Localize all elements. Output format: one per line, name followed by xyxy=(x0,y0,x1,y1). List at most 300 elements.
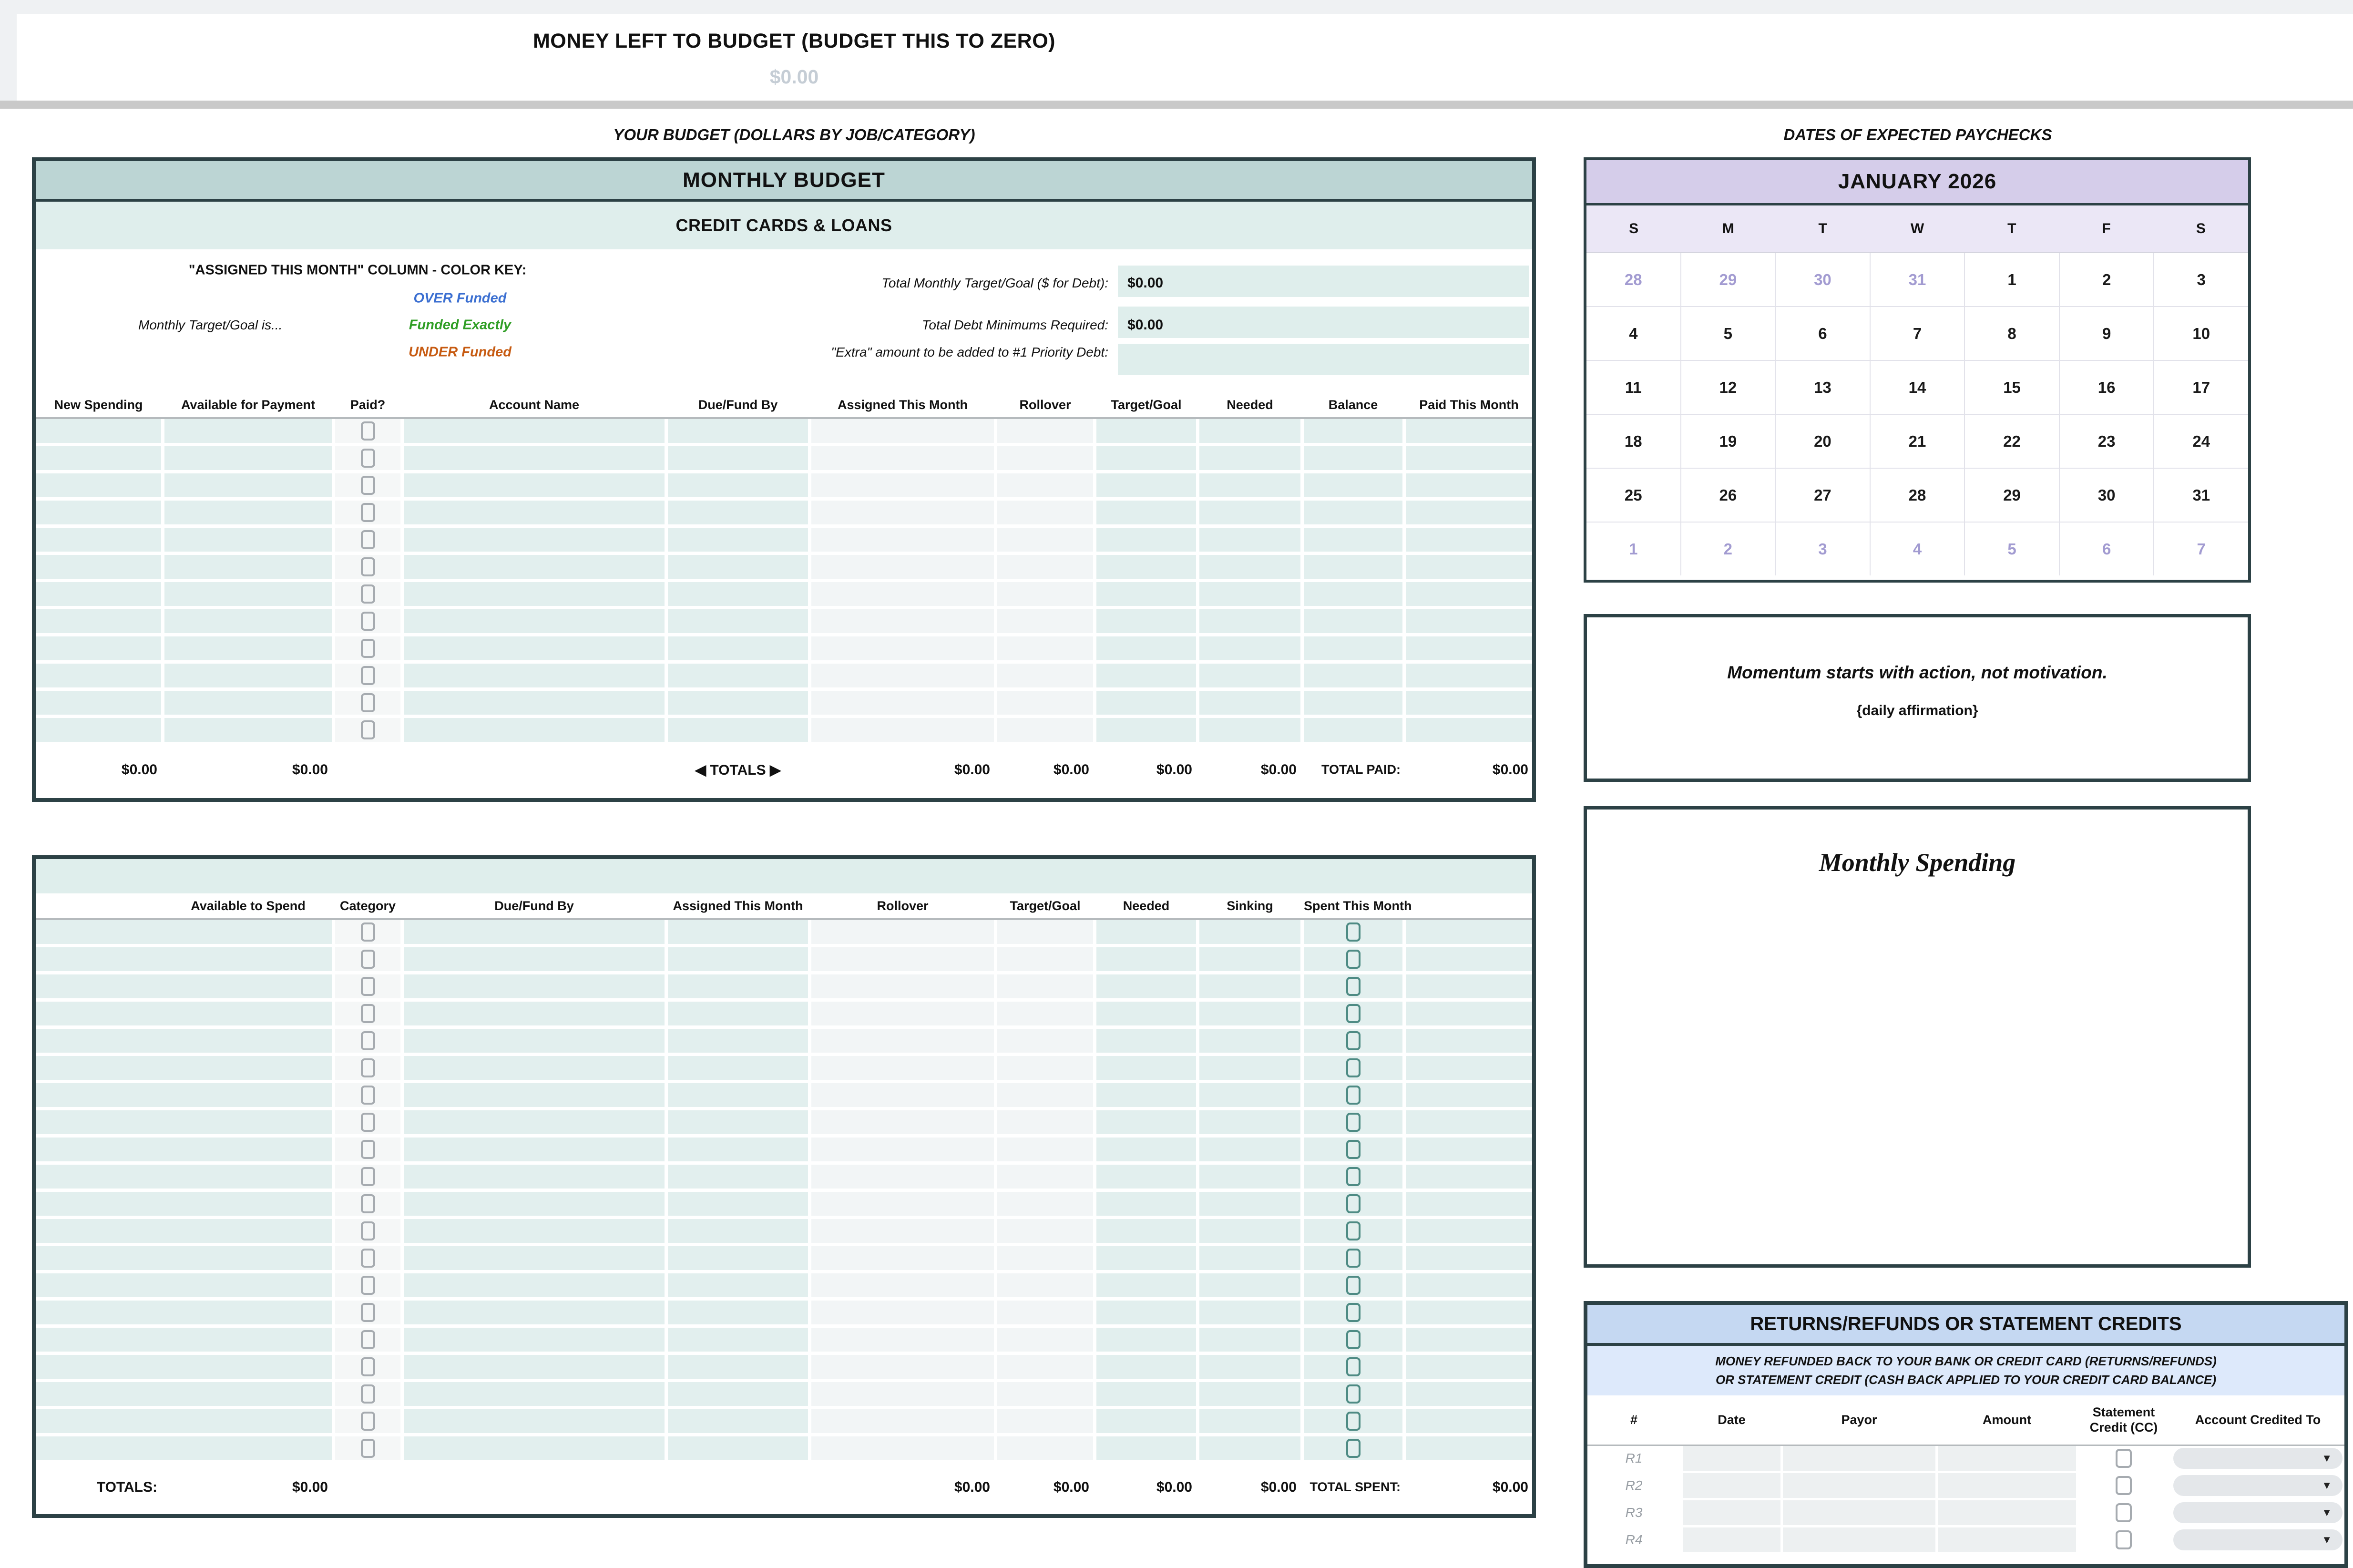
budget-cell[interactable] xyxy=(997,718,1093,742)
spending-cell[interactable] xyxy=(668,1165,808,1189)
budget-cell[interactable] xyxy=(1096,419,1196,443)
spending-cell[interactable] xyxy=(668,1409,808,1433)
spending-cell[interactable] xyxy=(811,1409,994,1433)
spending-cell[interactable] xyxy=(36,1409,332,1433)
paid-checkbox[interactable] xyxy=(361,476,375,495)
sinking-checkbox[interactable] xyxy=(1346,922,1361,942)
sinking-checkbox[interactable] xyxy=(1346,1194,1361,1213)
budget-cell[interactable] xyxy=(668,636,808,660)
spending-cell[interactable] xyxy=(1304,1301,1402,1324)
spending-cell[interactable] xyxy=(36,1165,332,1189)
budget-cell[interactable] xyxy=(1096,691,1196,715)
budget-cell[interactable] xyxy=(164,582,332,606)
spending-cell[interactable] xyxy=(1096,1436,1196,1460)
spending-cell[interactable] xyxy=(335,1436,400,1460)
spending-cell[interactable] xyxy=(668,974,808,998)
budget-cell[interactable] xyxy=(36,419,161,443)
budget-cell[interactable] xyxy=(811,609,994,633)
spending-cell[interactable] xyxy=(811,1056,994,1080)
spending-cell[interactable] xyxy=(335,1273,400,1297)
spending-cell[interactable] xyxy=(668,1002,808,1025)
spending-cell[interactable] xyxy=(1406,1083,1532,1107)
spending-cell[interactable] xyxy=(1304,1056,1402,1080)
budget-cell[interactable] xyxy=(36,691,161,715)
spending-cell[interactable] xyxy=(404,1246,665,1270)
paid-checkbox[interactable] xyxy=(361,557,375,576)
category-checkbox[interactable] xyxy=(361,1031,375,1050)
spending-cell[interactable] xyxy=(335,920,400,944)
budget-cell[interactable] xyxy=(164,664,332,687)
spending-cell[interactable] xyxy=(36,1002,332,1025)
spending-cell[interactable] xyxy=(1096,974,1196,998)
spending-cell[interactable] xyxy=(404,1328,665,1352)
spending-cell[interactable] xyxy=(404,1382,665,1406)
budget-cell[interactable] xyxy=(997,501,1093,524)
budget-cell[interactable] xyxy=(1406,501,1532,524)
spending-cell[interactable] xyxy=(1304,1436,1402,1460)
spending-cell[interactable] xyxy=(335,1409,400,1433)
budget-cell[interactable] xyxy=(811,473,994,497)
spending-cell[interactable] xyxy=(668,1436,808,1460)
spending-cell[interactable] xyxy=(1096,1301,1196,1324)
spending-cell[interactable] xyxy=(1304,1219,1402,1243)
paid-checkbox[interactable] xyxy=(361,612,375,631)
spending-cell[interactable] xyxy=(335,1246,400,1270)
budget-cell[interactable] xyxy=(668,555,808,579)
spending-cell[interactable] xyxy=(1406,1138,1532,1161)
sinking-checkbox[interactable] xyxy=(1346,1058,1361,1077)
spending-cell[interactable] xyxy=(811,1165,994,1189)
spending-cell[interactable] xyxy=(1096,1056,1196,1080)
category-checkbox[interactable] xyxy=(361,1439,375,1458)
spending-cell[interactable] xyxy=(1199,1165,1300,1189)
budget-cell[interactable] xyxy=(668,528,808,552)
budget-cell[interactable] xyxy=(335,664,400,687)
budget-cell[interactable] xyxy=(335,419,400,443)
budget-cell[interactable] xyxy=(1304,636,1402,660)
spending-cell[interactable] xyxy=(1406,1301,1532,1324)
budget-cell[interactable] xyxy=(997,609,1093,633)
budget-cell[interactable] xyxy=(1304,718,1402,742)
category-checkbox[interactable] xyxy=(361,1086,375,1105)
spending-cell[interactable] xyxy=(668,1382,808,1406)
budget-cell[interactable] xyxy=(811,501,994,524)
statement-credit-checkbox[interactable] xyxy=(2116,1449,2132,1468)
sinking-checkbox[interactable] xyxy=(1346,1031,1361,1050)
budget-cell[interactable] xyxy=(335,555,400,579)
spending-cell[interactable] xyxy=(1096,1246,1196,1270)
spending-cell[interactable] xyxy=(335,1192,400,1216)
budget-cell[interactable] xyxy=(1199,555,1300,579)
budget-cell[interactable] xyxy=(335,718,400,742)
category-checkbox[interactable] xyxy=(361,1330,375,1349)
spending-cell[interactable] xyxy=(1406,1355,1532,1379)
spending-cell[interactable] xyxy=(335,1382,400,1406)
sinking-checkbox[interactable] xyxy=(1346,1113,1361,1132)
budget-cell[interactable] xyxy=(36,582,161,606)
budget-cell[interactable] xyxy=(404,555,665,579)
spending-cell[interactable] xyxy=(1406,1273,1532,1297)
returns-amount-cell[interactable] xyxy=(1938,1527,2076,1552)
budget-cell[interactable] xyxy=(668,582,808,606)
spending-cell[interactable] xyxy=(1304,1002,1402,1025)
sinking-checkbox[interactable] xyxy=(1346,1276,1361,1295)
budget-cell[interactable] xyxy=(1199,446,1300,470)
spending-cell[interactable] xyxy=(1199,974,1300,998)
paid-checkbox[interactable] xyxy=(361,421,375,441)
sinking-checkbox[interactable] xyxy=(1346,1384,1361,1404)
extra-priority-debt-cell[interactable] xyxy=(1118,344,1529,375)
spending-cell[interactable] xyxy=(668,1110,808,1134)
spending-cell[interactable] xyxy=(36,1192,332,1216)
sinking-checkbox[interactable] xyxy=(1346,1249,1361,1268)
account-credited-dropdown[interactable] xyxy=(2173,1529,2343,1550)
budget-cell[interactable] xyxy=(1304,691,1402,715)
spending-cell[interactable] xyxy=(811,1138,994,1161)
budget-cell[interactable] xyxy=(997,691,1093,715)
spending-cell[interactable] xyxy=(404,974,665,998)
spending-cell[interactable] xyxy=(1406,1328,1532,1352)
spending-cell[interactable] xyxy=(1406,1409,1532,1433)
budget-cell[interactable] xyxy=(811,446,994,470)
budget-cell[interactable] xyxy=(1199,582,1300,606)
budget-cell[interactable] xyxy=(997,555,1093,579)
budget-cell[interactable] xyxy=(164,419,332,443)
spending-cell[interactable] xyxy=(668,947,808,971)
spending-cell[interactable] xyxy=(335,1301,400,1324)
total-target-goal-cell[interactable] xyxy=(1118,266,1529,297)
category-checkbox[interactable] xyxy=(361,950,375,969)
paid-checkbox[interactable] xyxy=(361,693,375,712)
budget-cell[interactable] xyxy=(1406,664,1532,687)
budget-cell[interactable] xyxy=(164,446,332,470)
budget-cell[interactable] xyxy=(164,691,332,715)
spending-cell[interactable] xyxy=(997,974,1093,998)
budget-cell[interactable] xyxy=(164,636,332,660)
budget-cell[interactable] xyxy=(1199,609,1300,633)
budget-cell[interactable] xyxy=(1199,473,1300,497)
spending-cell[interactable] xyxy=(1096,920,1196,944)
spending-cell[interactable] xyxy=(668,1328,808,1352)
budget-cell[interactable] xyxy=(404,419,665,443)
statement-credit-checkbox[interactable] xyxy=(2116,1530,2132,1549)
category-checkbox[interactable] xyxy=(361,1384,375,1404)
budget-cell[interactable] xyxy=(36,446,161,470)
budget-cell[interactable] xyxy=(1096,555,1196,579)
budget-cell[interactable] xyxy=(335,691,400,715)
sinking-checkbox[interactable] xyxy=(1346,1221,1361,1240)
budget-cell[interactable] xyxy=(1304,528,1402,552)
spending-cell[interactable] xyxy=(1406,1056,1532,1080)
budget-cell[interactable] xyxy=(36,501,161,524)
spending-cell[interactable] xyxy=(1199,1436,1300,1460)
budget-cell[interactable] xyxy=(997,419,1093,443)
budget-cell[interactable] xyxy=(1199,664,1300,687)
returns-amount-cell[interactable] xyxy=(1938,1473,2076,1498)
paid-checkbox[interactable] xyxy=(361,666,375,685)
sinking-checkbox[interactable] xyxy=(1346,1357,1361,1376)
spending-cell[interactable] xyxy=(36,974,332,998)
spending-cell[interactable] xyxy=(811,920,994,944)
budget-cell[interactable] xyxy=(1304,555,1402,579)
budget-cell[interactable] xyxy=(164,501,332,524)
paid-checkbox[interactable] xyxy=(361,530,375,549)
account-credited-dropdown[interactable] xyxy=(2173,1502,2343,1523)
spending-cell[interactable] xyxy=(404,1083,665,1107)
budget-cell[interactable] xyxy=(1304,501,1402,524)
budget-cell[interactable] xyxy=(404,528,665,552)
spending-cell[interactable] xyxy=(997,1273,1093,1297)
spending-cell[interactable] xyxy=(1406,1382,1532,1406)
spending-cell[interactable] xyxy=(997,1355,1093,1379)
budget-cell[interactable] xyxy=(811,691,994,715)
spending-cell[interactable] xyxy=(997,1029,1093,1053)
budget-cell[interactable] xyxy=(811,636,994,660)
spending-cell[interactable] xyxy=(1199,947,1300,971)
spending-cell[interactable] xyxy=(335,1029,400,1053)
budget-cell[interactable] xyxy=(1406,718,1532,742)
spending-cell[interactable] xyxy=(1406,1029,1532,1053)
spending-cell[interactable] xyxy=(997,1165,1093,1189)
budget-cell[interactable] xyxy=(1199,528,1300,552)
returns-payor-cell[interactable] xyxy=(1783,1473,1935,1498)
budget-cell[interactable] xyxy=(404,473,665,497)
spending-cell[interactable] xyxy=(404,1355,665,1379)
spending-cell[interactable] xyxy=(997,1246,1093,1270)
spending-cell[interactable] xyxy=(36,1301,332,1324)
spending-cell[interactable] xyxy=(1199,1002,1300,1025)
spending-cell[interactable] xyxy=(36,920,332,944)
spending-cell[interactable] xyxy=(668,1029,808,1053)
spending-cell[interactable] xyxy=(811,1328,994,1352)
budget-cell[interactable] xyxy=(404,664,665,687)
budget-cell[interactable] xyxy=(164,473,332,497)
budget-cell[interactable] xyxy=(997,636,1093,660)
spending-cell[interactable] xyxy=(1304,1328,1402,1352)
budget-cell[interactable] xyxy=(335,528,400,552)
category-checkbox[interactable] xyxy=(361,922,375,942)
spending-cell[interactable] xyxy=(404,1138,665,1161)
spending-cell[interactable] xyxy=(1304,1138,1402,1161)
spending-cell[interactable] xyxy=(36,1110,332,1134)
budget-cell[interactable] xyxy=(1199,501,1300,524)
spending-cell[interactable] xyxy=(997,1110,1093,1134)
budget-cell[interactable] xyxy=(404,582,665,606)
spending-cell[interactable] xyxy=(997,1138,1093,1161)
spending-cell[interactable] xyxy=(1304,1110,1402,1134)
returns-date-cell[interactable] xyxy=(1683,1500,1780,1525)
spending-cell[interactable] xyxy=(1199,1110,1300,1134)
spending-cell[interactable] xyxy=(1406,1219,1532,1243)
budget-cell[interactable] xyxy=(164,555,332,579)
sinking-checkbox[interactable] xyxy=(1346,1412,1361,1431)
category-checkbox[interactable] xyxy=(361,1303,375,1322)
spending-cell[interactable] xyxy=(1199,1029,1300,1053)
spending-cell[interactable] xyxy=(36,1273,332,1297)
budget-cell[interactable] xyxy=(811,718,994,742)
spending-cell[interactable] xyxy=(668,1246,808,1270)
spending-cell[interactable] xyxy=(404,920,665,944)
budget-cell[interactable] xyxy=(164,609,332,633)
spending-cell[interactable] xyxy=(1199,1056,1300,1080)
spending-cell[interactable] xyxy=(36,1382,332,1406)
spending-cell[interactable] xyxy=(997,1328,1093,1352)
spending-cell[interactable] xyxy=(1304,974,1402,998)
category-checkbox[interactable] xyxy=(361,977,375,996)
budget-cell[interactable] xyxy=(997,664,1093,687)
budget-cell[interactable] xyxy=(404,446,665,470)
spending-cell[interactable] xyxy=(36,1083,332,1107)
spending-cell[interactable] xyxy=(1304,1382,1402,1406)
spending-cell[interactable] xyxy=(36,1328,332,1352)
budget-cell[interactable] xyxy=(1304,473,1402,497)
budget-cell[interactable] xyxy=(668,473,808,497)
spending-cell[interactable] xyxy=(811,1436,994,1460)
spending-cell[interactable] xyxy=(997,1056,1093,1080)
spending-cell[interactable] xyxy=(36,1436,332,1460)
spending-cell[interactable] xyxy=(1199,1192,1300,1216)
budget-cell[interactable] xyxy=(1199,419,1300,443)
spending-cell[interactable] xyxy=(36,1219,332,1243)
spending-cell[interactable] xyxy=(997,947,1093,971)
spending-cell[interactable] xyxy=(335,974,400,998)
budget-cell[interactable] xyxy=(668,691,808,715)
sinking-checkbox[interactable] xyxy=(1346,1140,1361,1159)
sinking-checkbox[interactable] xyxy=(1346,1330,1361,1349)
spending-cell[interactable] xyxy=(1096,1355,1196,1379)
budget-cell[interactable] xyxy=(1096,718,1196,742)
budget-cell[interactable] xyxy=(36,718,161,742)
returns-date-cell[interactable] xyxy=(1683,1473,1780,1498)
spending-cell[interactable] xyxy=(36,1355,332,1379)
spending-cell[interactable] xyxy=(1096,1219,1196,1243)
budget-cell[interactable] xyxy=(1199,636,1300,660)
paid-checkbox[interactable] xyxy=(361,449,375,468)
budget-cell[interactable] xyxy=(811,419,994,443)
spending-cell[interactable] xyxy=(1199,1382,1300,1406)
returns-amount-cell[interactable] xyxy=(1938,1500,2076,1525)
budget-cell[interactable] xyxy=(36,555,161,579)
budget-cell[interactable] xyxy=(1096,501,1196,524)
spending-cell[interactable] xyxy=(997,920,1093,944)
spending-cell[interactable] xyxy=(668,1301,808,1324)
spending-cell[interactable] xyxy=(404,1192,665,1216)
spending-cell[interactable] xyxy=(811,1301,994,1324)
sinking-checkbox[interactable] xyxy=(1346,1086,1361,1105)
spending-cell[interactable] xyxy=(811,1273,994,1297)
budget-cell[interactable] xyxy=(335,609,400,633)
sinking-checkbox[interactable] xyxy=(1346,1303,1361,1322)
statement-credit-checkbox[interactable] xyxy=(2116,1476,2132,1495)
spending-cell[interactable] xyxy=(1096,1138,1196,1161)
budget-cell[interactable] xyxy=(1304,582,1402,606)
spending-cell[interactable] xyxy=(335,947,400,971)
spending-cell[interactable] xyxy=(1199,1301,1300,1324)
spending-cell[interactable] xyxy=(1096,1382,1196,1406)
budget-cell[interactable] xyxy=(811,528,994,552)
category-checkbox[interactable] xyxy=(361,1167,375,1186)
statement-credit-checkbox[interactable] xyxy=(2116,1503,2132,1522)
budget-cell[interactable] xyxy=(36,636,161,660)
budget-cell[interactable] xyxy=(1406,636,1532,660)
spending-cell[interactable] xyxy=(1304,1029,1402,1053)
spending-cell[interactable] xyxy=(1096,1409,1196,1433)
spending-cell[interactable] xyxy=(36,1138,332,1161)
budget-cell[interactable] xyxy=(668,446,808,470)
spending-cell[interactable] xyxy=(335,1328,400,1352)
category-checkbox[interactable] xyxy=(361,1249,375,1268)
budget-cell[interactable] xyxy=(36,664,161,687)
budget-cell[interactable] xyxy=(404,718,665,742)
spending-cell[interactable] xyxy=(1096,1110,1196,1134)
budget-cell[interactable] xyxy=(1406,528,1532,552)
spending-cell[interactable] xyxy=(1304,1192,1402,1216)
budget-cell[interactable] xyxy=(36,473,161,497)
budget-cell[interactable] xyxy=(36,609,161,633)
paid-checkbox[interactable] xyxy=(361,639,375,658)
sinking-checkbox[interactable] xyxy=(1346,977,1361,996)
budget-cell[interactable] xyxy=(1304,446,1402,470)
spending-cell[interactable] xyxy=(404,1110,665,1134)
spending-cell[interactable] xyxy=(997,1219,1093,1243)
budget-cell[interactable] xyxy=(1304,664,1402,687)
spending-cell[interactable] xyxy=(1199,1246,1300,1270)
spending-cell[interactable] xyxy=(811,1382,994,1406)
returns-payor-cell[interactable] xyxy=(1783,1446,1935,1471)
sinking-checkbox[interactable] xyxy=(1346,950,1361,969)
budget-cell[interactable] xyxy=(1096,636,1196,660)
spending-cell[interactable] xyxy=(335,1219,400,1243)
budget-cell[interactable] xyxy=(1406,473,1532,497)
spending-cell[interactable] xyxy=(1304,947,1402,971)
budget-cell[interactable] xyxy=(404,691,665,715)
spending-cell[interactable] xyxy=(997,1192,1093,1216)
budget-cell[interactable] xyxy=(335,501,400,524)
spending-cell[interactable] xyxy=(1304,920,1402,944)
category-checkbox[interactable] xyxy=(361,1004,375,1023)
spending-cell[interactable] xyxy=(668,1219,808,1243)
budget-cell[interactable] xyxy=(335,446,400,470)
spending-cell[interactable] xyxy=(811,947,994,971)
spending-cell[interactable] xyxy=(1406,947,1532,971)
spending-cell[interactable] xyxy=(1406,1192,1532,1216)
spending-cell[interactable] xyxy=(811,1192,994,1216)
budget-cell[interactable] xyxy=(1406,419,1532,443)
spending-cell[interactable] xyxy=(811,1219,994,1243)
budget-cell[interactable] xyxy=(997,528,1093,552)
budget-cell[interactable] xyxy=(1096,446,1196,470)
spending-cell[interactable] xyxy=(1096,947,1196,971)
returns-payor-cell[interactable] xyxy=(1783,1527,1935,1552)
budget-cell[interactable] xyxy=(404,636,665,660)
spending-cell[interactable] xyxy=(811,1246,994,1270)
budget-cell[interactable] xyxy=(1406,609,1532,633)
spending-cell[interactable] xyxy=(335,1110,400,1134)
budget-cell[interactable] xyxy=(36,528,161,552)
budget-cell[interactable] xyxy=(164,718,332,742)
returns-date-cell[interactable] xyxy=(1683,1446,1780,1471)
budget-cell[interactable] xyxy=(668,501,808,524)
budget-cell[interactable] xyxy=(335,582,400,606)
spending-cell[interactable] xyxy=(335,1138,400,1161)
spending-cell[interactable] xyxy=(1304,1083,1402,1107)
spending-cell[interactable] xyxy=(1304,1409,1402,1433)
budget-cell[interactable] xyxy=(811,555,994,579)
spending-cell[interactable] xyxy=(404,1273,665,1297)
spending-cell[interactable] xyxy=(36,947,332,971)
category-checkbox[interactable] xyxy=(361,1412,375,1431)
category-checkbox[interactable] xyxy=(361,1194,375,1213)
